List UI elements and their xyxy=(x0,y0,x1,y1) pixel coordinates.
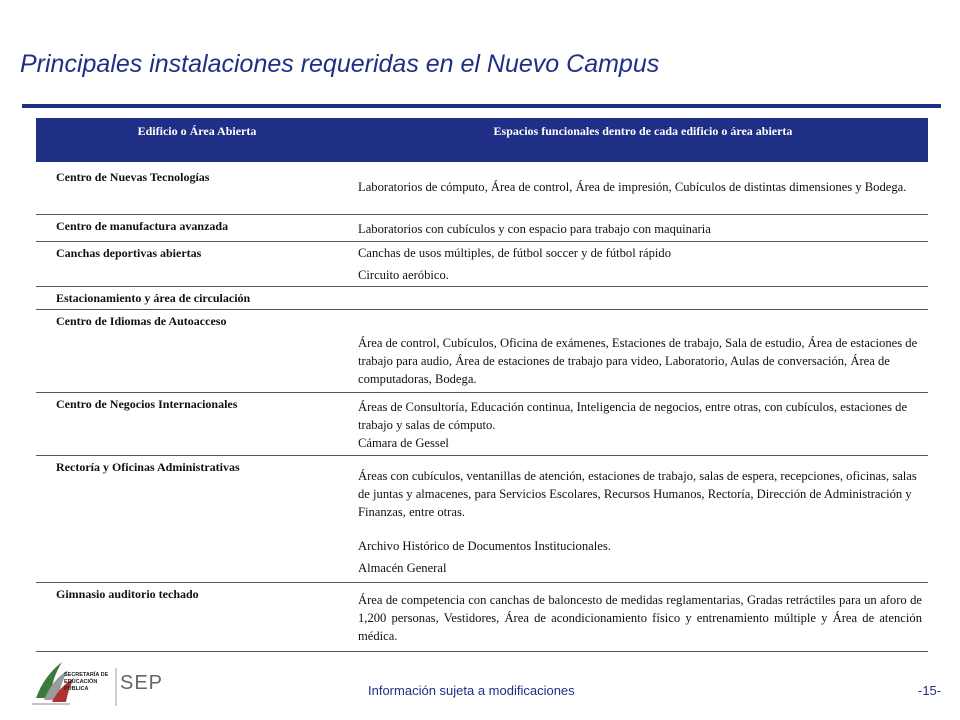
sep-acronym: SEP xyxy=(120,672,164,694)
building-cell: Rectoría y Oficinas Administrativas xyxy=(56,460,240,474)
header-spaces: Espacios funcionales dentro de cada edificio o área abierta xyxy=(493,124,793,138)
table-row xyxy=(36,242,928,287)
spaces-cell xyxy=(358,310,928,392)
building-cell: Centro de Idiomas de Autoacceso xyxy=(56,314,227,328)
page-title: Principales instalaciones requeridas en el Nuevo Campus xyxy=(20,50,660,78)
spaces-text: Laboratorios de cómputo, Área de control, Área de impresión, Cubículos de distintas dimensiones y Bodega. xyxy=(358,180,907,194)
spaces-text: Áreas de Consultoría, Educación continua, Inteligencia de negocios, entre otras, con cubículos, estaciones de trabajo y salas de cómputo. xyxy=(358,400,908,432)
spaces-text: Cámara de Gessel xyxy=(358,436,449,450)
building-cell: Estacionamiento y área de circulación xyxy=(56,291,251,305)
spaces-cell xyxy=(358,242,928,286)
spaces-cell xyxy=(358,456,928,582)
header-building: Edificio o Área Abierta xyxy=(137,124,257,138)
building-cell: Centro de manufactura avanzada xyxy=(56,219,229,233)
table-row xyxy=(36,287,928,310)
page-number: -15- xyxy=(918,683,942,698)
sep-logo-name xyxy=(64,672,108,693)
spaces-text: Laboratorios con cubículos y con espacio para trabajo con maquinaria xyxy=(358,222,711,236)
table-row xyxy=(36,310,928,393)
table-row xyxy=(36,162,928,215)
building-cell: Centro de Negocios Internacionales xyxy=(56,397,238,411)
logo-line: EDUCACIÓN xyxy=(64,679,98,685)
spaces-cell xyxy=(358,215,928,241)
table-row xyxy=(36,215,928,242)
footer-note: Información sujeta a modificaciones xyxy=(368,683,575,698)
spaces-text: Área de competencia con canchas de baloncesto de medidas reglamentarias, Gradas retráctiles para un aforo de 1,200 personas, Vestidores, Área de acondicionamiento físico y entrenamiento múltiple y Área de atención médica. xyxy=(358,593,922,643)
building-cell: Centro de Nuevas Tecnologías xyxy=(56,170,210,184)
spaces-cell xyxy=(358,393,928,455)
building-cell: Canchas deportivas abiertas xyxy=(56,246,202,260)
table-header xyxy=(36,118,928,162)
spaces-text: Área de control, Cubículos, Oficina de exámenes, Estaciones de trabajo, Sala de estudio, Área de estaciones de trabajo para audio, Área de estaciones de trabajo para video, Laboratorio, Aulas de conversación, Área de computadoras, Bodega. xyxy=(358,336,918,386)
spaces-cell xyxy=(358,583,928,651)
spaces-text: Almacén General xyxy=(358,561,447,575)
spaces-text: Archivo Histórico de Documentos Institucionales. xyxy=(358,539,611,553)
spaces-text: Canchas de usos múltiples, de fútbol soccer y de fútbol rápido xyxy=(358,246,672,260)
spaces-cell xyxy=(358,162,928,214)
spaces-text: Áreas con cubículos, ventanillas de atención, estaciones de trabajo, salas de espera, recepciones, oficinas, salas de juntas y almacenes, para Servicios Escolares, Recursos Humanos, Rectoría, Dirección de Administración y Finanzas, entre otras. xyxy=(358,469,917,519)
logo-line: SECRETARÍA DE xyxy=(64,672,109,678)
spaces-text: Circuito aeróbico. xyxy=(358,268,449,282)
logo-line: PÚBLICA xyxy=(64,686,89,692)
table-row xyxy=(36,583,928,652)
table-row xyxy=(36,393,928,456)
spaces-cell xyxy=(358,287,928,309)
table-row xyxy=(36,456,928,583)
facilities-table xyxy=(36,118,928,652)
title-rule xyxy=(22,104,941,108)
building-cell: Gimnasio auditorio techado xyxy=(56,587,199,601)
